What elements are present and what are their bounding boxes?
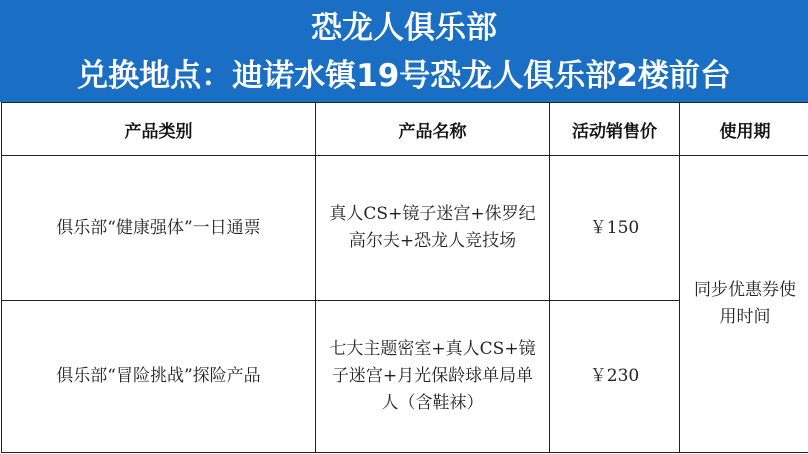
- product-price: ￥230: [550, 301, 680, 453]
- product-name-text: 七大主题密室+真人CS+镜子迷宫+月光保龄球单局单人（含鞋袜）: [329, 339, 536, 413]
- page-title: 恐龙人俱乐部: [311, 10, 497, 46]
- table-row: [2, 156, 808, 301]
- column-header-price: 活动销售价: [550, 103, 680, 156]
- product-name: [316, 156, 550, 301]
- product-category: 俱乐部“冒险挑战”探险产品: [2, 301, 316, 453]
- product-name: [316, 301, 550, 453]
- validity-text: 同步优惠券使用时间: [694, 280, 796, 327]
- product-name-text: 真人CS+镜子迷宫+侏罗纪高尔夫+恐龙人竞技场: [329, 204, 536, 251]
- header-banner: [0, 0, 808, 102]
- product-table: [1, 102, 808, 453]
- column-header-category: 产品类别: [2, 103, 316, 156]
- column-header-name: 产品名称: [316, 103, 550, 156]
- validity-cell: [680, 156, 808, 453]
- column-header-validity: 使用期: [680, 103, 808, 156]
- redemption-location: 兑换地点：迪诺水镇19号恐龙人俱乐部2楼前台: [77, 58, 731, 94]
- product-category: 俱乐部“健康强体”一日通票: [2, 156, 316, 301]
- table-header-row: [2, 103, 808, 156]
- product-price: ￥150: [550, 156, 680, 301]
